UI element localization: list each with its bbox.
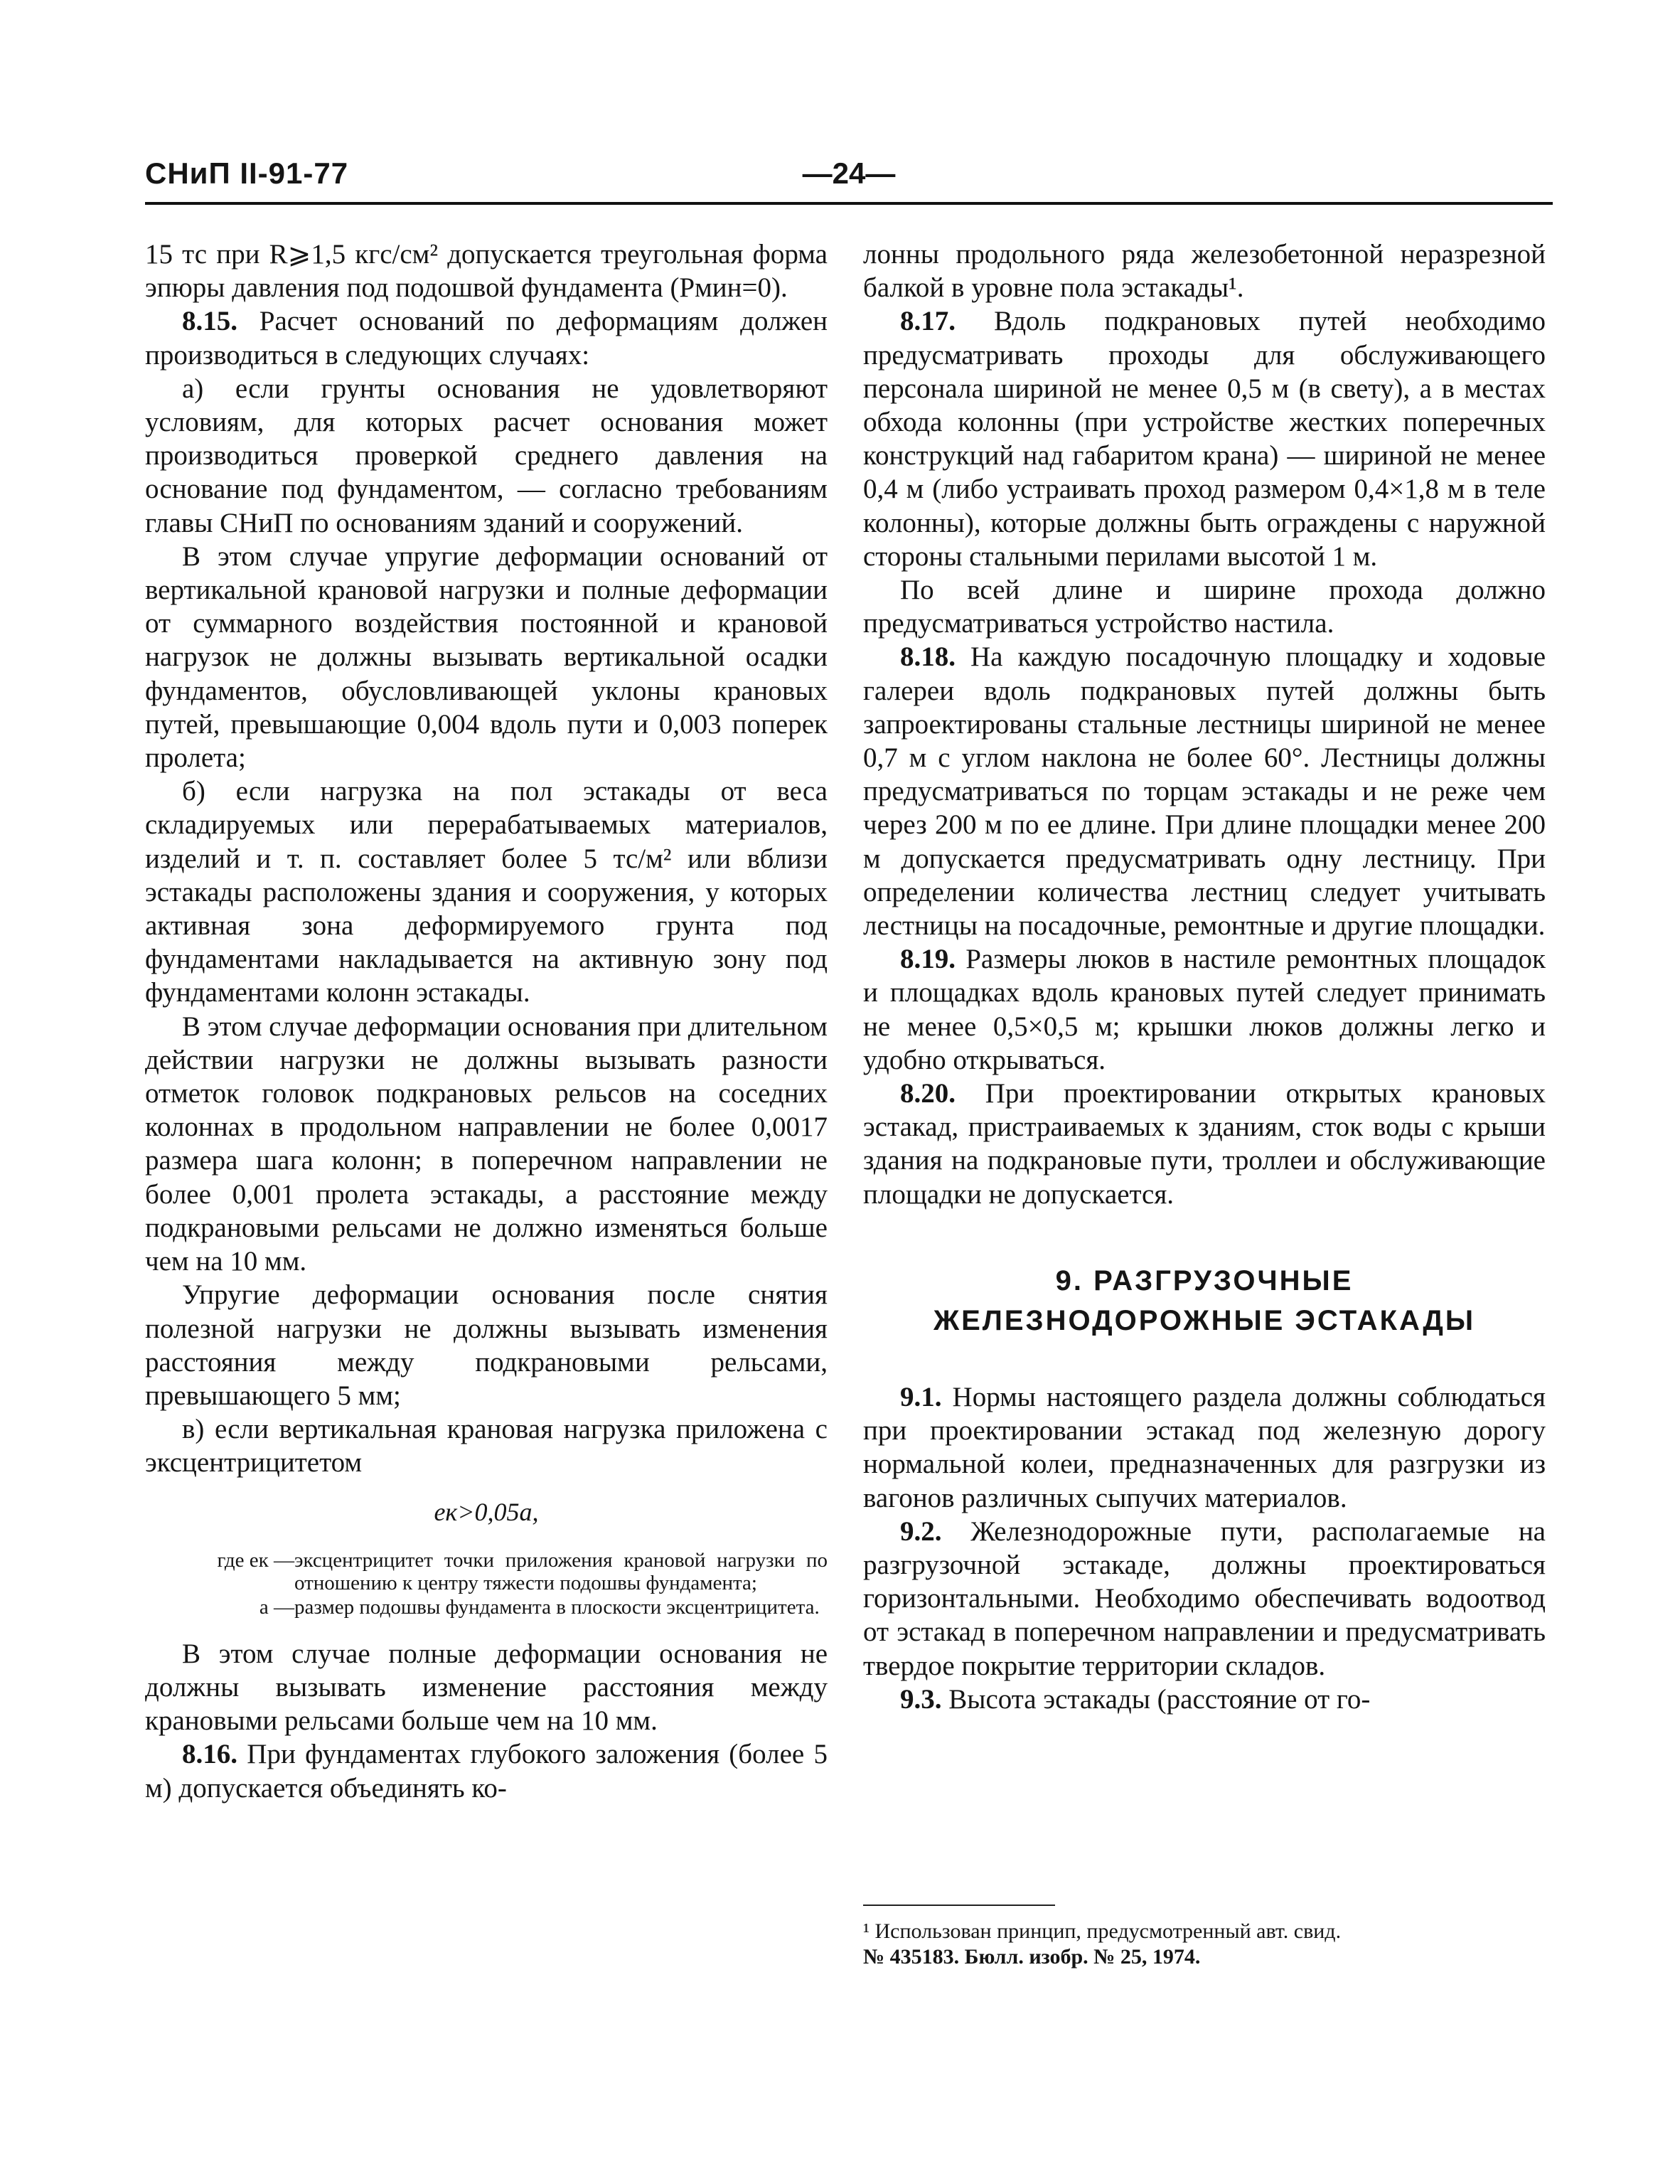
paragraph-9-1 bbox=[863, 1380, 1546, 1515]
document-code: СНиП II-91-77 bbox=[145, 156, 349, 190]
right-column bbox=[863, 238, 1546, 1716]
paragraph-8-17 bbox=[863, 304, 1546, 573]
header-rule bbox=[145, 202, 1553, 205]
paragraph-8-16 bbox=[145, 1737, 828, 1804]
paragraph: В этом случае упругие деформации оснований от вертикальной крановой нагрузки и полные деформации от суммарного воздействия постоянной и крановой нагрузок не должны вызывать вертикальной осадки фундаментов, обусловливающей уклоны крановых путей, превышающие 0,004 вдоль пути и 0,003 поперек пролета; bbox=[145, 540, 828, 774]
section-heading-line: ЖЕЛЕЗНОДОРОЖНЫЕ ЭСТАКАДЫ bbox=[933, 1304, 1476, 1336]
clause-text: Железнодорожные пути, располагаемые на разгрузочной эстакаде, должны проектироваться горизонтальными. Необходимо обеспечивать водоотвод от эстакад в поперечном направлении и предусматривать твердое покрытие территории складов. bbox=[863, 1516, 1546, 1681]
clause-number: 9.1. bbox=[900, 1381, 942, 1412]
footnote-line: ¹ Использован принцип, предусмотренный авт. свид. bbox=[863, 1919, 1342, 1943]
clause-text: Высота эстакады (расстояние от го- bbox=[941, 1683, 1371, 1715]
section-heading-line: 9. РАЗГРУЗОЧНЫЕ bbox=[1055, 1264, 1354, 1296]
page-header bbox=[145, 156, 1553, 202]
paragraph: Упругие деформации основания после снятия полезной нагрузки не должны вызывать изменения расстояния между подкрановыми рельсами, превышающего 5 мм; bbox=[145, 1279, 828, 1411]
paragraph: в) если вертикальная крановая нагрузка приложена с эксцентрицитетом bbox=[145, 1414, 828, 1479]
definition-text: эксцентрицитет точки приложения крановой нагрузки по отношению к центру тяжести подошвы фундамента; bbox=[294, 1548, 828, 1594]
paragraph-8-18 bbox=[863, 640, 1546, 942]
paragraph: В этом случае полные деформации основания не должны вызывать изменение расстояния между крановыми рельсами больше чем на 10 мм. bbox=[145, 1638, 828, 1737]
paragraph-9-3 bbox=[863, 1683, 1546, 1716]
clause-number: 8.20. bbox=[900, 1078, 956, 1109]
clause-text: Нормы настоящего раздела должны соблюдаться при проектировании эстакад под железную дорогу нормальной колеи, предназначенных для разгрузки из вагонов различных сыпучих материалов. bbox=[863, 1381, 1546, 1513]
paragraph-8-15 bbox=[145, 304, 828, 371]
paragraph: В этом случае деформации основания при длительном действии нагрузки не должны вызывать разности отметок головок подкрановых рельсов на соседних колоннах в продольном направлении не более 0,0017 размера шага колонн; в поперечном направлении не более 0,001 пролета эстакады, а расстояние между подкрановыми рельсами не должно изменяться больше чем на 10 мм. bbox=[145, 1011, 828, 1277]
clause-number: 8.15. bbox=[182, 306, 237, 337]
footnote-rule bbox=[863, 1905, 1055, 1906]
paragraph: По всей длине и ширине прохода должно предусматриваться устройство настила. bbox=[863, 575, 1546, 639]
definition-text: размер подошвы фундамента в плоскости эксцентрицитета. bbox=[294, 1595, 820, 1619]
definition-label: где eк — bbox=[217, 1548, 294, 1572]
formula: eк>0,05a, bbox=[434, 1497, 539, 1526]
paragraph-8-20 bbox=[863, 1077, 1546, 1211]
footnote bbox=[863, 1919, 1546, 1970]
clause-number: 8.18. bbox=[900, 641, 956, 673]
paragraph-8-19 bbox=[863, 942, 1546, 1077]
clause-text: Расчет оснований по деформациям должен производиться в следующих случаях: bbox=[145, 306, 828, 371]
formula-definitions bbox=[145, 1549, 828, 1619]
clause-number: 9.3. bbox=[900, 1683, 942, 1715]
footnote-line: № 435183. Бюлл. изобр. № 25, 1974. bbox=[863, 1945, 1201, 1969]
paragraph: б) если нагрузка на пол эстакады от веса складируемых или перерабатываемых материалов, изделий и т. п. составляет более 5 тс/м² или вблизи эстакады расположены здания и сооружения, у которых активная зона деформируемого грунта под фундаментами накладывается на активную зону под фундаментами колонн эстакады. bbox=[145, 776, 828, 1008]
clause-number: 8.19. bbox=[900, 944, 956, 975]
clause-number: 8.16. bbox=[182, 1739, 237, 1770]
paragraph-9-2 bbox=[863, 1515, 1546, 1683]
left-column bbox=[145, 238, 828, 1805]
clause-number: 8.17. bbox=[900, 306, 956, 337]
clause-text: При проектировании открытых крановых эстакад, пристраиваемых к зданиям, сток воды с крыши здания на подкрановые пути, троллеи и обслуживающие площадки не допускается. bbox=[863, 1078, 1546, 1210]
clause-number: 9.2. bbox=[900, 1516, 942, 1547]
definition-label: a — bbox=[259, 1595, 294, 1619]
paragraph: лонны продольного ряда железобетонной неразрезной балкой в уровне пола эстакады¹. bbox=[863, 239, 1546, 304]
clause-text: Вдоль подкрановых путей необходимо предусматривать проходы для обслуживающего персонала шириной не менее 0,5 м (в свету), а в местах обхода колонны (при устройстве жестких поперечных конструкций над габаритом крана) — шириной не менее 0,4 м (либо устраивать проход размером 0,4×1,8 м в теле колонны), которые должны быть ограждены с наружной стороны стальными перилами высотой 1 м. bbox=[863, 306, 1546, 572]
paragraph: 15 тс при R⩾1,5 кгс/см² допускается треугольная форма эпюры давления под подошвой фундамента (Pмин=0). bbox=[145, 239, 828, 304]
section-heading bbox=[863, 1261, 1546, 1341]
paragraph: а) если грунты основания не удовлетворяют условиям, для которых расчет основания может производиться проверкой среднего давления на основание под фундаментом, — согласно требованиям главы СНиП по основаниям зданий и сооружений. bbox=[145, 373, 828, 538]
clause-text: При фундаментах глубокого заложения (более 5 м) допускается объединять ко- bbox=[145, 1739, 828, 1804]
clause-text: Размеры люков в настиле ремонтных площадок и площадках вдоль крановых путей следует принимать не менее 0,5×0,5 м; крышки люков должны легко и удобно открываться. bbox=[863, 944, 1546, 1075]
clause-text: На каждую посадочную площадку и ходовые галереи вдоль подкрановых путей должны быть запроектированы стальные лестницы шириной не менее 0,7 м с углом наклона не более 60°. Лестницы должны предусматриваться по торцам эстакады и не реже чем через 200 м по ее длине. При длине площадки менее 200 м допускается предусматривать одну лестницу. При определении количества лестниц следует учитывать лестницы на посадочные, ремонтные и другие площадки. bbox=[863, 641, 1546, 942]
page-number: —24— bbox=[802, 156, 896, 190]
